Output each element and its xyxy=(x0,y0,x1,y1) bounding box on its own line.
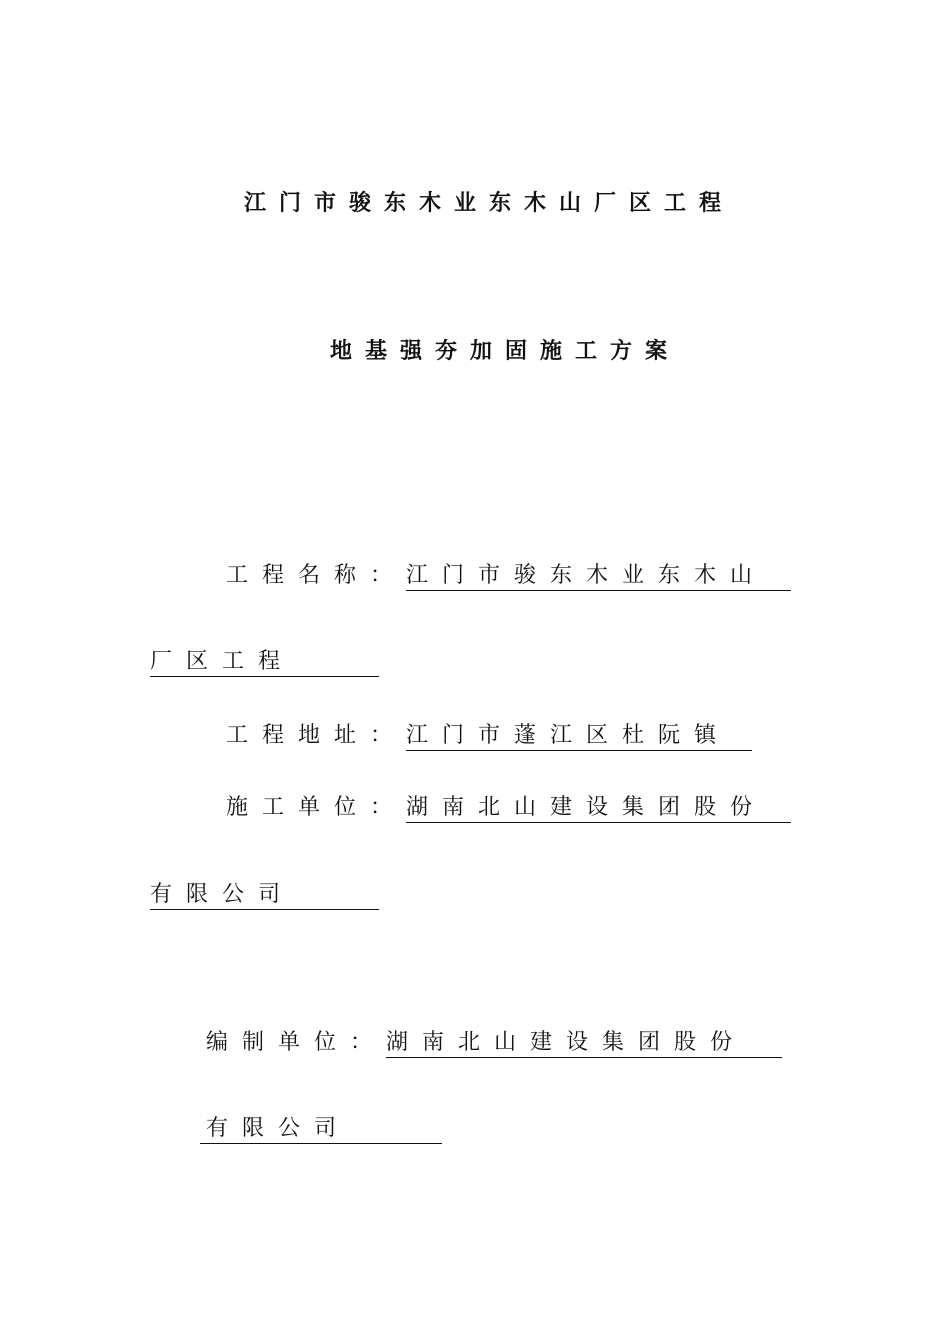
project-name-value-continued: 厂区工程 xyxy=(150,644,379,677)
compiling-unit-label: 编制单位： xyxy=(206,1030,387,1055)
project-name-label: 工程名称： xyxy=(226,563,407,588)
construction-unit-continuation-row xyxy=(150,877,379,910)
compiling-unit-row xyxy=(206,1025,782,1058)
compiling-unit-value: 湖南北山建设集团股份 xyxy=(386,1025,782,1058)
project-address-value: 江门市蓬江区杜阮镇 xyxy=(406,718,752,751)
project-name-continuation-row xyxy=(150,644,379,677)
compiling-unit-value-continued: 有限公司 xyxy=(200,1111,442,1144)
project-address-label: 工程地址： xyxy=(226,723,407,748)
document-title-line1: 江门市骏东木业东木山厂区工程 xyxy=(244,191,735,216)
construction-unit-value-continued: 有限公司 xyxy=(150,877,379,910)
project-name-value: 江门市骏东木业东木山 xyxy=(406,558,791,591)
project-address-row xyxy=(226,718,752,751)
compiling-unit-continuation-row xyxy=(200,1111,442,1144)
project-name-row xyxy=(226,558,791,591)
document-title-line2: 地基强夯加固施工方案 xyxy=(330,339,681,364)
construction-unit-row xyxy=(226,790,791,823)
construction-unit-value: 湖南北山建设集团股份 xyxy=(406,790,791,823)
construction-unit-label: 施工单位： xyxy=(226,795,407,820)
